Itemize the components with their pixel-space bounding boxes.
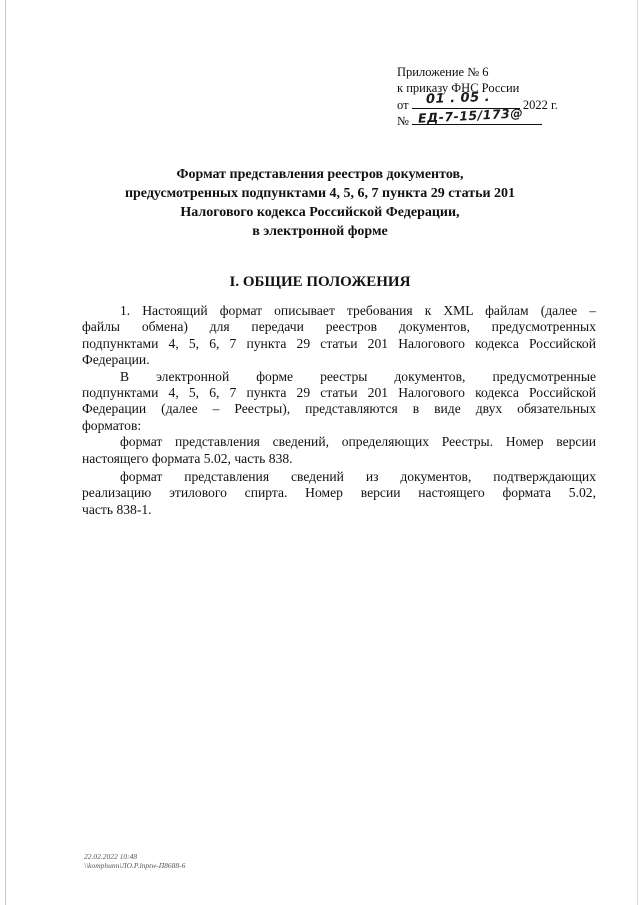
date-suffix: 2022 г. — [522, 98, 558, 112]
scan-right-edge — [637, 0, 638, 905]
text-line: В электронной форме реестры документов, предусмотренные — [120, 368, 596, 384]
number-blank — [412, 105, 542, 126]
appendix-order-ref: к приказу ФНС России — [397, 81, 520, 95]
footer-timestamp: 22.02.2022 10:48 — [84, 852, 138, 861]
title-line: Налогового кодекса Российской Федерации, — [180, 205, 460, 220]
print-footer — [84, 852, 185, 870]
text-line: Федерации (далее – Реестры), представляются в виде двух обязательных — [82, 401, 596, 417]
body-text — [82, 303, 596, 518]
text-line: форматов: — [82, 417, 142, 433]
text-line: файлы обмена) для передачи реестров документов, предусмотренных — [82, 319, 596, 335]
footer-file-path: \\komphunn\ЛО.Р.lnptw-П8688-6 — [84, 861, 186, 870]
text-line: формат представления сведений, определяющих Реестры. Номер версии — [120, 434, 596, 450]
date-prefix: от — [397, 98, 409, 112]
text-line: подпунктами 4, 5, 6, 7 пункта 29 статьи 201 Налогового кодекса Российской — [82, 335, 596, 351]
paragraph-1 — [82, 303, 596, 369]
text-line: формат представления сведений из документов, подтверждающих — [120, 469, 596, 485]
handwritten-number: ЕД-7-15/173@ — [417, 105, 524, 126]
paragraph-2 — [82, 369, 596, 435]
title-line: предусмотренных подпунктами 4, 5, 6, 7 пункта 29 статьи 201 — [124, 186, 516, 201]
text-line: Федерации. — [82, 352, 150, 368]
appendix-number: Приложение № 6 — [397, 65, 489, 79]
document-title — [60, 165, 580, 241]
text-line: часть 838-1. — [82, 501, 152, 517]
title-line: в электронной форме — [252, 224, 388, 239]
text-line: 1. Настоящий формат описывает требования к XML файлам (далее – — [120, 303, 596, 318]
text-line: настоящего формата 5.02, часть 838. — [82, 450, 293, 466]
paragraph-4 — [82, 469, 596, 518]
text-line: реализацию этилового спирта. Номер версии настоящего формата 5.02, — [82, 485, 596, 501]
section-heading: I. ОБЩИЕ ПОЛОЖЕНИЯ — [229, 274, 411, 290]
scan-left-edge — [5, 0, 6, 905]
title-line: Формат представления реестров документов, — [176, 167, 464, 182]
handwritten-date: 01 . 05 . — [425, 89, 491, 108]
text-line: подпунктами 4, 5, 6, 7 пункта 29 статьи 201 Налогового кодекса Российской — [82, 385, 596, 401]
number-prefix: № — [397, 114, 409, 128]
appendix-block — [397, 64, 597, 128]
paragraph-3 — [82, 434, 596, 467]
